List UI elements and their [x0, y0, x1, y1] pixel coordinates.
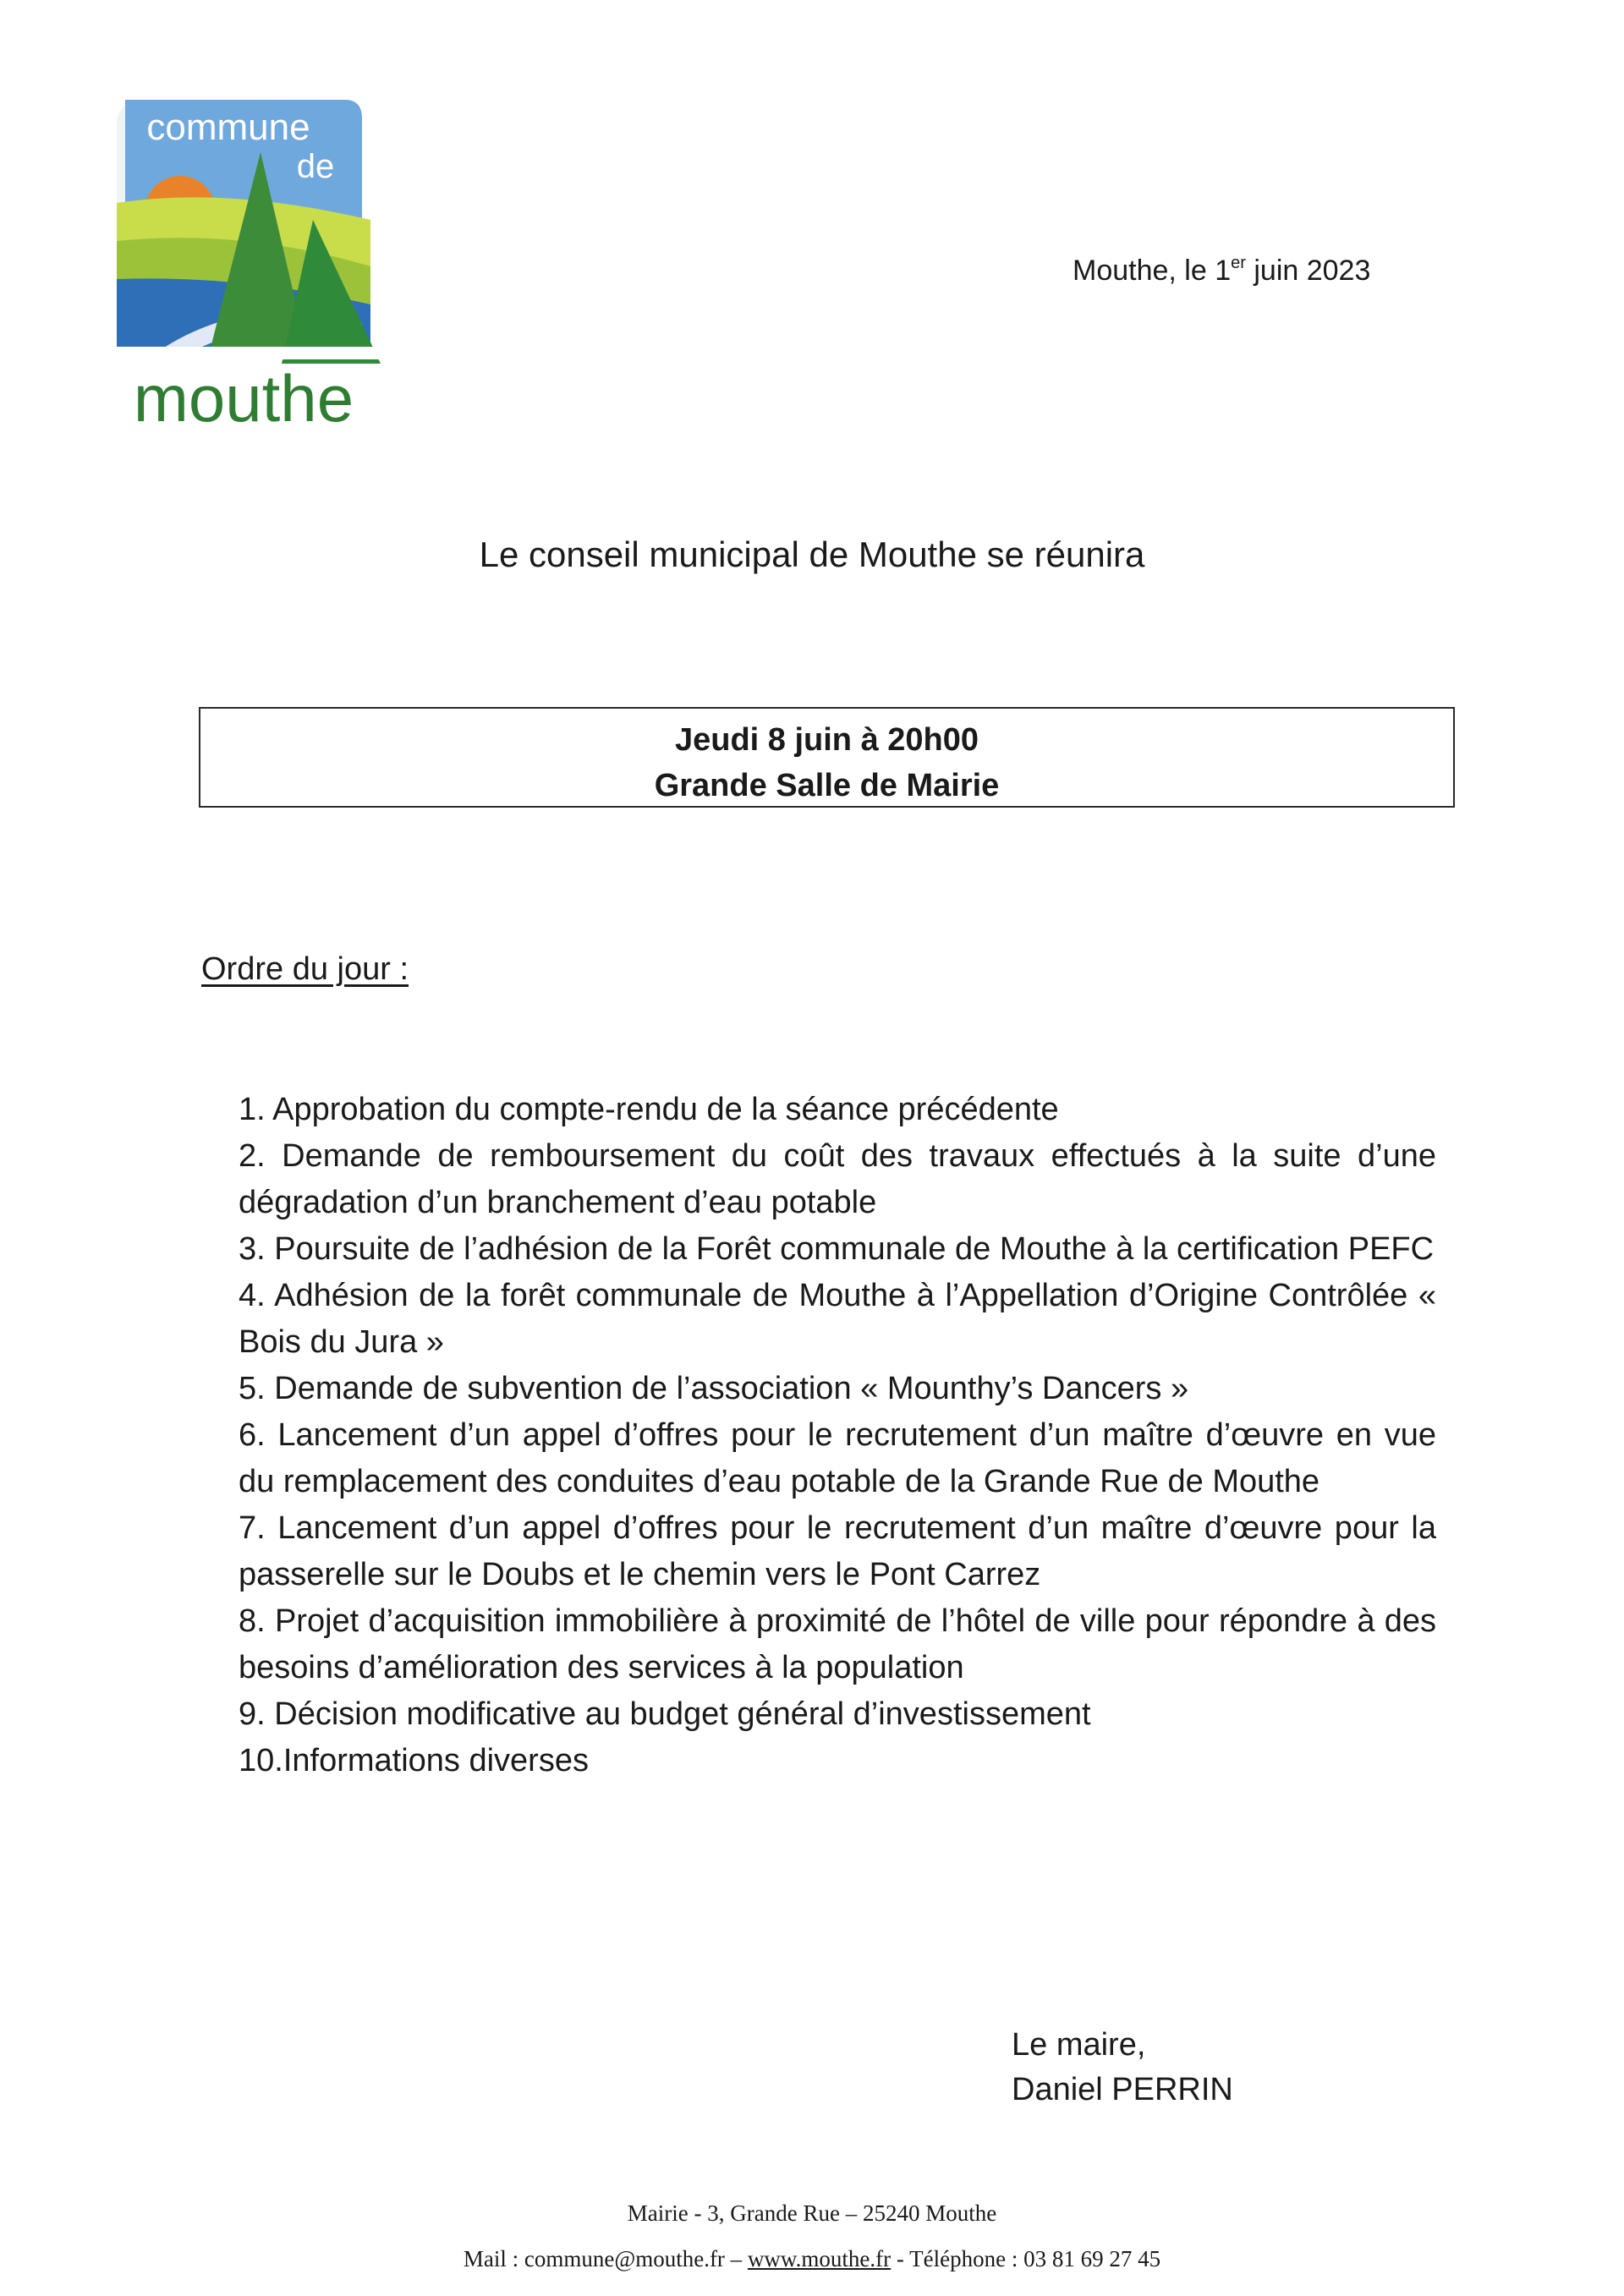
agenda-item: 9. Décision modificative au budget général d’investissement	[239, 1696, 1091, 1732]
agenda-item: 5. Demande de subvention de l’association « Mounthy’s Dancers »	[239, 1371, 1189, 1406]
meeting-datetime: Jeudi 8 juin à 20h00	[674, 722, 979, 758]
agenda-item: 1. Approbation du compte-rendu de la séance précédente	[239, 1092, 1059, 1127]
logo-mouthe-text: mouthe	[133, 361, 354, 431]
date-suffix: juin 2023	[1245, 255, 1371, 287]
logo-de-text: de	[296, 148, 335, 185]
meeting-location: Grande Salle de Mairie	[654, 768, 1000, 803]
footer-mail: Mail : commune@mouthe.fr –	[463, 2246, 748, 2271]
signature-role: Le maire,	[1012, 2027, 1146, 2063]
agenda-item: 6. Lancement d’un appel d’offres pour le recrutement d’un maître d’œuvre en vue du remplacement des conduites d’eau potable de la Grande Rue de Mouthe	[239, 1417, 1436, 1499]
date-prefix: Mouthe, le 1	[1073, 255, 1232, 287]
letter-date	[1073, 254, 1370, 288]
footer-website-link[interactable]: www.mouthe.fr	[747, 2246, 892, 2271]
logo-commune-text: commune	[146, 107, 310, 148]
agenda-item: 7. Lancement d’un appel d’offres pour le recrutement d’un maître d’œuvre pour la passerelle sur le Doubs et le chemin vers le Pont Carrez	[239, 1510, 1436, 1592]
footer-address: Mairie - 3, Grande Rue – 25240 Mouthe	[627, 2200, 997, 2226]
agenda-item: 10.Informations diverses	[239, 1743, 589, 1778]
agenda-item: 2. Demande de remboursement du coût des travaux effectués à la suite d’une dégradation d’un branchement d’eau potable	[239, 1138, 1436, 1220]
signature-name: Daniel PERRIN	[1012, 2072, 1233, 2107]
agenda-item: 8. Projet d’acquisition immobilière à proximité de l’hôtel de ville pour répondre à des besoins d’amélioration des services à la population	[239, 1603, 1436, 1685]
footer-phone: - Téléphone : 03 81 69 27 45	[891, 2246, 1161, 2271]
agenda-list	[239, 1087, 1436, 1784]
meeting-info-box	[199, 707, 1455, 808]
agenda-item: 3. Poursuite de l’adhésion de la Forêt communale de Mouthe à la certification PEFC	[239, 1231, 1435, 1267]
agenda-heading: Ordre du jour :	[201, 951, 409, 987]
mouthe-logo-graphic	[91, 93, 413, 431]
commune-logo	[91, 93, 413, 431]
footer-contact	[0, 2246, 1624, 2272]
signature-block	[1012, 2023, 1233, 2112]
page-title: Le conseil municipal de Mouthe se réunira	[479, 534, 1145, 574]
agenda-item: 4. Adhésion de la forêt communale de Mouthe à l’Appellation d’Origine Contrôlée « Bois du Jura »	[239, 1278, 1436, 1360]
date-ordinal: er	[1231, 254, 1246, 272]
